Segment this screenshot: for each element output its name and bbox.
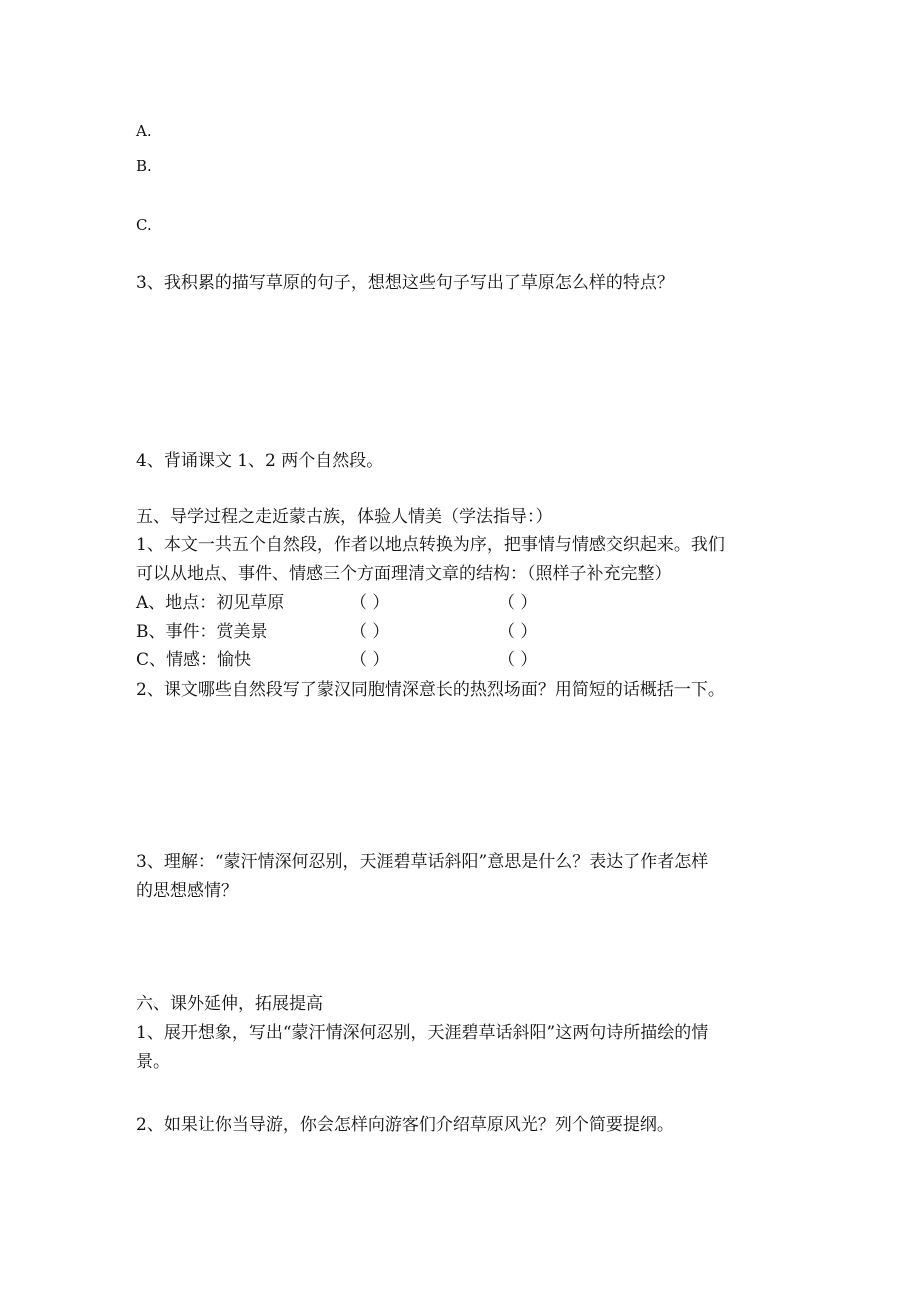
option-a: A. [136,122,152,140]
section-5-q3-line1: 3、理解：“蒙汗情深何忍别，天涯碧草话斜阳”意思是什么？表达了作者怎样 [136,852,709,872]
structure-row-label: A、地点：初见草原 [136,593,285,613]
structure-row-blank-2: （ ） [498,622,538,642]
question-3-accumulate-sentences: 3、我积累的描写草原的句子，想想这些句子写出了草原怎么样的特点？ [136,273,674,293]
option-b: B. [136,157,152,175]
structure-row-label: B、事件：赏美景 [136,622,268,642]
section-5-q1-line2: 可以从地点、事件、情感三个方面理清文章的结构：（照样子补充完整） [136,564,672,584]
section-6-q1-line2: 景。 [136,1052,170,1072]
section-5-title: 五、导学过程之走近蒙古族，体验人情美（学法指导：） [136,507,553,527]
section-6-q2: 2、如果让你当导游，你会怎样向游客们介绍草原风光？列个简要提纲。 [136,1115,674,1135]
structure-row-location [136,592,596,614]
structure-row-blank-2: （ ） [498,593,538,613]
section-5-q2: 2、课文哪些自然段写了蒙汉同胞情深意长的热烈场面？用简短的话概括一下。 [136,680,725,700]
structure-row-blank-1: （ ） [350,650,390,670]
structure-row-blank-1: （ ） [350,622,390,642]
structure-row-blank-2: （ ） [498,650,538,670]
section-5-q3-line2: 的思想感情？ [136,881,238,901]
section-6-q1-line1: 1、展开想象，写出“蒙汗情深何忍别，天涯碧草话斜阳”这两句诗所描绘的情 [136,1023,709,1043]
section-6-title: 六、课外延伸，拓展提高 [136,994,323,1014]
structure-row-blank-1: （ ） [350,593,390,613]
structure-row-event [136,621,596,643]
option-c: C. [136,216,152,234]
question-4-recite: 4、背诵课文 1、2 两个自然段。 [136,451,384,471]
structure-row-emotion [136,649,596,671]
structure-row-label: C、情感：愉快 [136,650,252,670]
section-5-q1-line1: 1、本文一共五个自然段，作者以地点转换为序，把事情与情感交织起来。我们 [136,535,725,555]
